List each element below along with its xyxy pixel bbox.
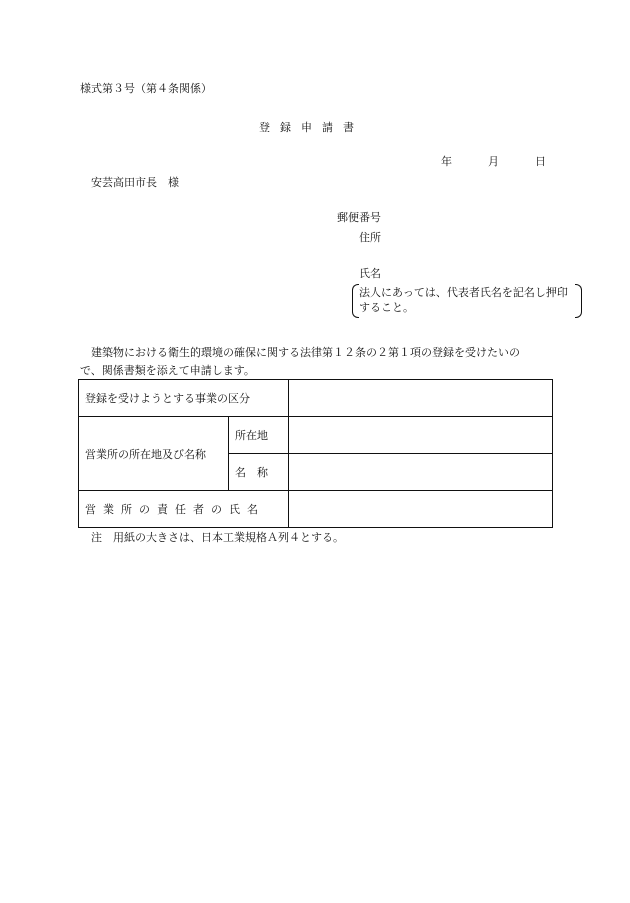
postal-code-label: 郵便番号 — [337, 211, 381, 224]
manager-label: 営業所の責任者の氏名 — [79, 491, 289, 528]
date-month-label: 月 — [488, 155, 499, 168]
statement-line2: で、関係書類を添えて申請します。 — [80, 364, 255, 377]
business-category-label: 登録を受けようとする事業の区分 — [79, 380, 289, 417]
manager-field[interactable] — [289, 491, 553, 528]
left-bracket — [352, 284, 359, 318]
right-bracket — [575, 284, 582, 318]
corporate-note-bracket — [352, 284, 582, 318]
statement-line1: 建築物における衛生的環境の確保に関する法律第１２条の２第１項の登録を受けたいの — [91, 346, 520, 359]
office-name-field[interactable] — [289, 454, 553, 491]
corporate-note-line2: すること。 — [359, 301, 414, 314]
location-label: 所在地 — [229, 417, 289, 454]
table-row — [79, 491, 553, 528]
table-row — [79, 417, 553, 454]
paper-size-note: 注 用紙の大きさは、日本工業規格Ａ列４とする。 — [91, 531, 344, 544]
date-day-label: 日 — [535, 155, 546, 168]
name-label: 氏名 — [359, 267, 381, 280]
business-category-field[interactable] — [289, 380, 553, 417]
location-field[interactable] — [289, 417, 553, 454]
document-title: 登録申請書 — [259, 121, 364, 134]
address-label: 住所 — [359, 231, 381, 244]
table-row — [79, 380, 553, 417]
office-name-label: 名 称 — [229, 454, 289, 491]
office-location-label: 営業所の所在地及び名称 — [79, 417, 229, 491]
registration-table — [78, 379, 553, 528]
form-number: 様式第３号（第４条関係） — [80, 82, 212, 95]
addressee: 安芸高田市長 様 — [91, 176, 179, 189]
date-year-label: 年 — [441, 155, 452, 168]
corporate-note-line1: 法人にあっては、代表者氏名を記名し押印 — [359, 286, 568, 299]
